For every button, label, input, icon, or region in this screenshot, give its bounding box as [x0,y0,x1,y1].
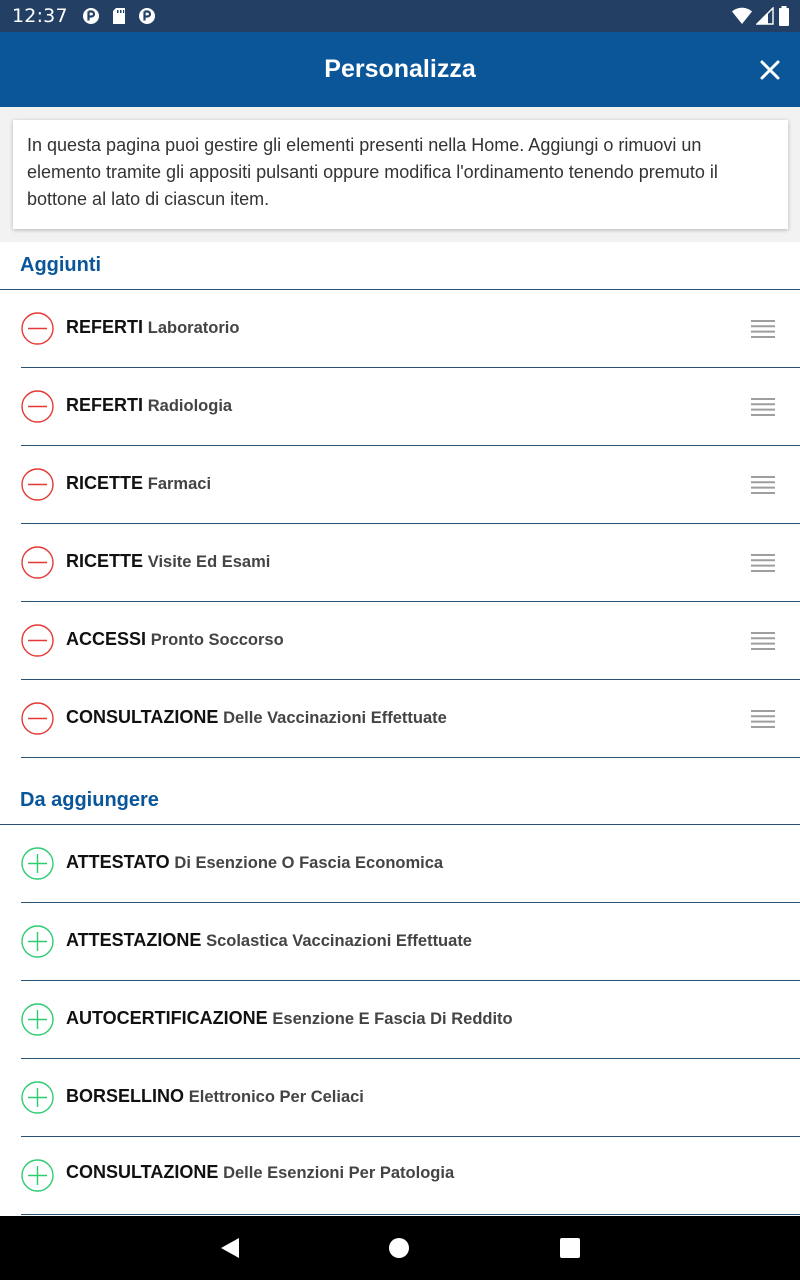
add-circle-icon[interactable] [21,1081,54,1114]
drag-handle-icon[interactable] [750,631,776,651]
navigation-bar [0,1216,800,1280]
remove-circle-icon[interactable] [21,624,54,657]
item-label: ATTESTATO Di Esenzione O Fascia Economica [66,852,444,872]
remove-circle-icon[interactable] [21,702,54,735]
recents-button[interactable] [556,1234,584,1262]
added-item-ricette-farmaci [0,446,800,524]
section-header-added [0,242,800,290]
close-button[interactable] [750,50,790,90]
home-icon [387,1236,411,1260]
add-circle-icon[interactable] [21,925,54,958]
item-label: BORSELLINO Elettronico Per Celiaci [66,1086,364,1106]
page-title: Personalizza [324,55,476,83]
battery-icon [778,6,790,31]
status-bar [0,0,800,32]
section-title-added: Aggiunti [20,254,102,276]
status-time: 12:37 [12,5,68,27]
drag-handle-icon[interactable] [750,397,776,417]
home-button[interactable] [385,1234,413,1262]
recents-icon [559,1237,581,1259]
signal-icon [756,7,774,30]
add-circle-icon[interactable] [21,1159,54,1192]
add-circle-icon[interactable] [21,1003,54,1036]
added-item-accessi-pronto-soccorso [0,602,800,680]
to-add-item-borsellino [0,1059,800,1137]
p-circle-icon [138,7,156,25]
item-label: RICETTE Farmaci [66,473,212,493]
remove-circle-icon[interactable] [21,468,54,501]
item-label: REFERTI Laboratorio [66,317,240,337]
drag-handle-icon[interactable] [750,475,776,495]
added-item-consultazione-vaccinazioni [0,680,800,758]
drag-handle-icon[interactable] [750,709,776,729]
item-label: REFERTI Radiologia [66,395,233,415]
item-label: ATTESTAZIONE Scolastica Vaccinazioni Effettuate [66,930,472,950]
to-add-item-autocertificazione [0,981,800,1059]
item-label: AUTOCERTIFICAZIONE Esenzione E Fascia Di Reddito [66,1008,513,1028]
p-circle-icon [82,7,100,25]
added-item-referti-radiologia [0,368,800,446]
remove-circle-icon[interactable] [21,312,54,345]
section-title-to-add: Da aggiungere [20,789,159,811]
info-text: In questa pagina puoi gestire gli elementi presenti nella Home. Aggiungi o rimuovi un elemento tramite gli appositi pulsanti oppure modifica l'ordinamento tenendo premuto il bottone al lato di ciascun item. [27,135,718,209]
info-card [13,120,788,229]
remove-circle-icon[interactable] [21,390,54,423]
drag-handle-icon[interactable] [750,319,776,339]
added-item-referti-laboratorio [0,290,800,368]
item-label: RICETTE Visite Ed Esami [66,551,271,571]
drag-handle-icon[interactable] [750,553,776,573]
wifi-icon [732,7,752,30]
info-section [0,107,800,242]
remove-circle-icon[interactable] [21,546,54,579]
to-add-item-attestazione [0,903,800,981]
to-add-item-attestato [0,825,800,903]
section-header-to-add [0,777,800,825]
added-item-ricette-visite [0,524,800,602]
item-label: ACCESSI Pronto Soccorso [66,629,284,649]
add-circle-icon[interactable] [21,847,54,880]
item-label: CONSULTAZIONE Delle Vaccinazioni Effettuate [66,707,447,727]
item-label: CONSULTAZIONE Delle Esenzioni Per Patologia [66,1162,455,1182]
back-icon [219,1236,241,1260]
app-bar [0,32,800,107]
to-add-item-consultazione-esenzioni [0,1137,800,1215]
sd-card-icon [110,7,128,25]
back-button[interactable] [216,1234,244,1262]
close-icon [759,59,781,81]
